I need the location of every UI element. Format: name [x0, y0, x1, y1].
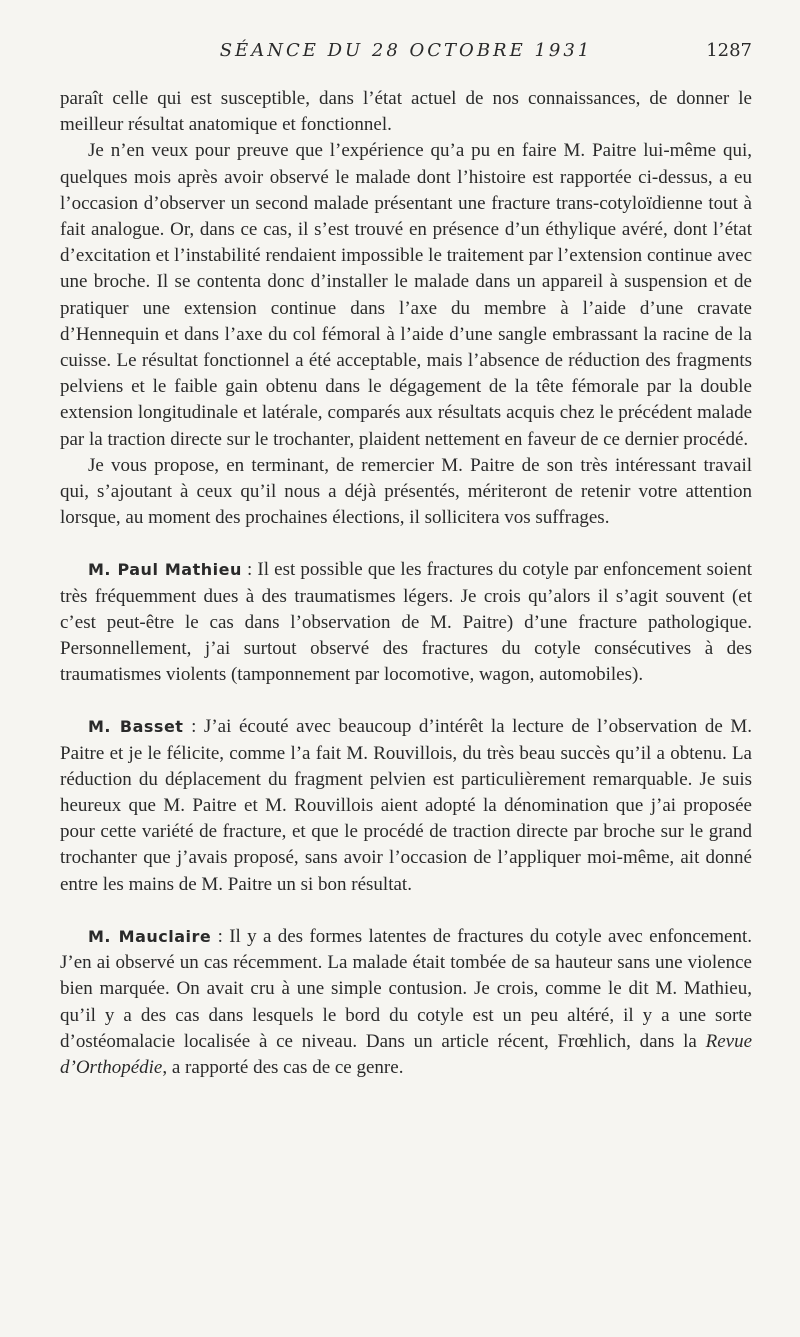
- body-text: [60, 86, 752, 1081]
- speech-text: : J’ai écouté avec beaucoup d’intérêt la lecture de l’observation de M. Paitre et je le félicite, comme l’a fait M. Rouvillois, du très beau succès qu’il a obtenu. La réduction du déplacement du fragment pelvien est particulièrement remarquable. Je suis heureux que M. Paitre et M. Rouvillois aient adopté la dénomination que j’ai proposée pour cette variété de fracture, et que le procédé de traction directe par broche sur le grand trochanter que j’avais proposé, sans avoir l’occasion de l’appliquer moi-même, ait donné entre les mains de M. Paitre un si bon résultat.: [60, 716, 753, 895]
- paragraph-paitre-experience: Je n’en veux pour preuve que l’expérience qu’a pu en faire M. Paitre lui-même qui, quelques mois après avoir observé le malade dont l’histoire est rapportée ci-dessus, a eu l’occasion d’observer un second malade présentant une fracture trans-cotyloïdienne tout à fait analogue. Or, dans ce cas, il s’est trouvé en présence d’un éthylique avéré, dont l’état d’excitation et l’instabilité rendaient impossible le traitement par l’extension continue avec une broche. Il se contenta donc d’installer le malade dans un appareil à suspension et de pratiquer une extension continue dans l’axe du membre à l’aide d’une cravate d’Hennequin et dans l’axe du col fémoral à l’aide d’une sangle embrassant la racine de la cuisse. Le résultat fonctionnel a été acceptable, mais l’absence de réduction des fragments pelviens et le faible gain obtenu dans le dégagement de la tête fémorale par la double extension longitudinale et latérale, comparés aux résultats acquis chez le précédent malade par la traction directe sur le trochanter, plaident nettement en faveur de ce dernier procédé.: [60, 140, 752, 450]
- speaker-name: M. Basset: [88, 717, 184, 737]
- speaker-name: M. Paul Mathieu: [88, 560, 242, 580]
- speech-text-end: , a rapporté des cas de ce genre.: [162, 1056, 404, 1078]
- speech-text: : Il y a des formes latentes de fractures du cotyle avec enfoncement. J’en ai observé un cas récemment. La malade était tombée de sa hauteur sans une violence bien marquée. On avait cru à une simple contusion. Je crois, comme le dit M. Mathieu, qu’il y a des cas dans lesquels le bord du cotyle est un peu altéré, il y a une sorte d’ostéomalacie localisée à ce niveau. Dans un article récent, Frœhlich, dans la: [60, 925, 753, 1052]
- journal-title: Revue d’Orthopédie: [60, 1030, 752, 1078]
- paragraph-conclusion: Je vous propose, en terminant, de remercier M. Paitre de son très intéressant travail qui, s’ajoutant à ceux qu’il nous a déjà présentés, mériteront de retenir votre attention lorsque, au moment des prochaines élections, il sollicitera vos suffrages.: [60, 454, 752, 529]
- speech-mathieu: [60, 557, 752, 688]
- speaker-name: M. Mauclaire: [88, 926, 212, 946]
- running-title: SÉANCE DU 28 OCTOBRE 1931: [219, 40, 593, 61]
- paragraph-continuation: paraît celle qui est susceptible, dans l’état actuel de nos connaissances, de donner le meilleur résultat anatomique et fonctionnel.: [60, 88, 752, 136]
- speech-text: : Il est possible que les fractures du cotyle par enfoncement soient très fréquemment dues à des traumatismes légers. Je crois qu’alors il s’agit souvent (et c’est peut-être le cas dans l’observation de M. Paitre) d’une fracture pathologique. Personnellement, j’ai surtout observé des fractures du cotyle consécutives à des traumatismes violents (tamponnement par locomotive, wagon, automobiles).: [60, 559, 752, 686]
- page-header: [60, 38, 752, 66]
- page-number: 1287: [706, 40, 752, 61]
- speech-basset: [60, 714, 752, 897]
- speech-mauclaire: [60, 924, 752, 1081]
